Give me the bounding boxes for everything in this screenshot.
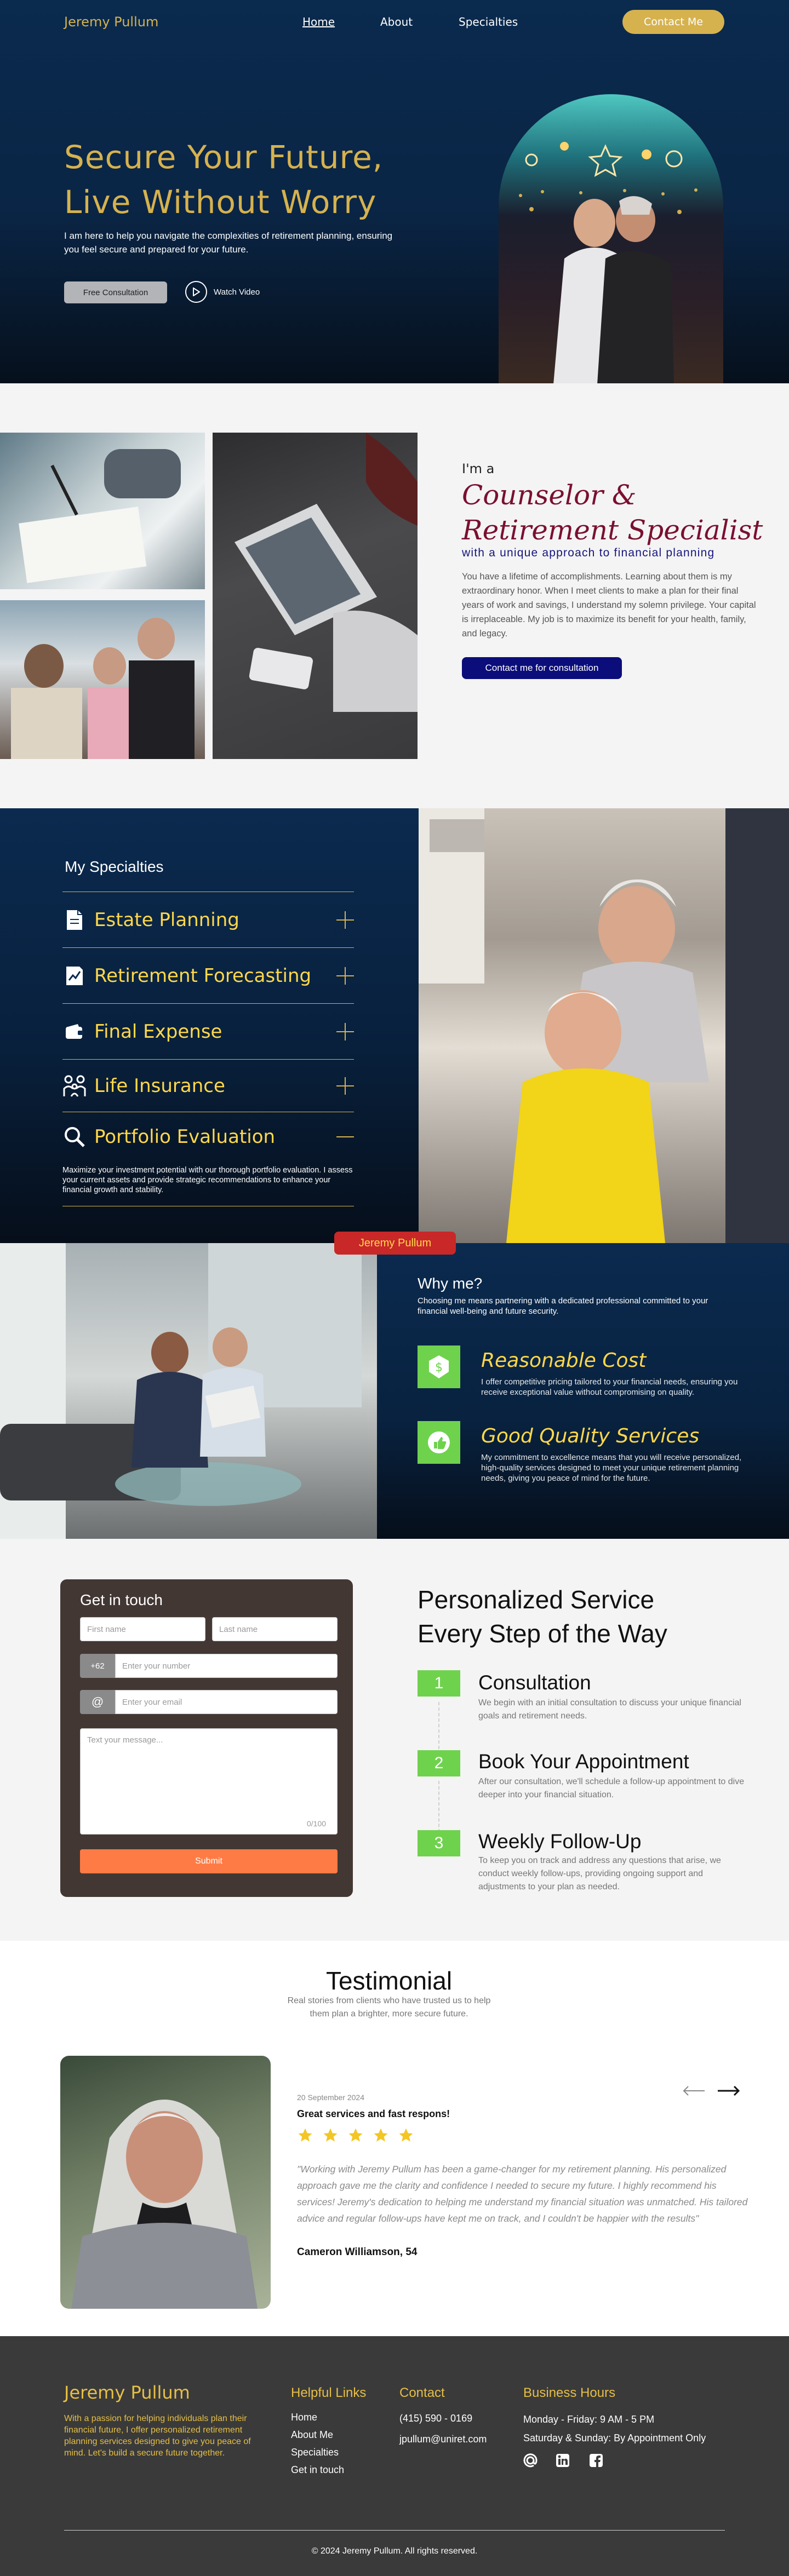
office-meeting-photo	[0, 1243, 377, 1539]
specialty-portfolio-evaluation[interactable]	[62, 1112, 354, 1161]
nav-link-about[interactable]: About	[380, 15, 413, 28]
review-date: 20 September 2024	[297, 2093, 364, 2102]
step-number: 2	[418, 1750, 460, 1776]
message-textarea[interactable]: Text your message...	[80, 1728, 338, 1835]
about-subtitle: with a unique approach to financial planning	[462, 547, 715, 559]
footer-link-get-in-touch[interactable]: Get in touch	[291, 2464, 345, 2475]
play-icon	[185, 281, 207, 303]
expand-plus-icon[interactable]	[336, 1077, 354, 1095]
step-desc: To keep you on track and address any questions that arise, we conduct weekly follow-ups, providing ongoing support and adjustments to your plan as needed.	[478, 1856, 721, 1891]
star-icon	[322, 2127, 339, 2143]
contact-heading: Get in touch	[80, 1591, 163, 1608]
star-icon	[297, 2127, 313, 2143]
nav-link-home[interactable]: Home	[302, 15, 335, 28]
senior-couple-photo	[419, 808, 789, 1243]
last-name-field[interactable]: Last name	[212, 1617, 338, 1641]
about-title-line2: Retirement Specialist	[462, 514, 763, 546]
facebook-icon[interactable]	[589, 2453, 603, 2468]
footer-email[interactable]: jpullum@uniret.com	[399, 2434, 487, 2445]
process-heading-line1: Personalized Service	[418, 1585, 655, 1614]
why-heading: Why me?	[418, 1275, 483, 1292]
name-badge: Jeremy Pullum	[334, 1232, 456, 1255]
watch-video-label: Watch Video	[214, 287, 260, 297]
review-author: Cameron Williamson, 54	[297, 2246, 418, 2258]
footer-divider	[64, 2530, 725, 2531]
next-arrow-icon[interactable]	[716, 2084, 742, 2097]
signing-document-photo	[0, 433, 205, 589]
collapse-minus-icon[interactable]	[336, 1136, 354, 1137]
specialty-retirement-forecasting[interactable]	[62, 947, 354, 1003]
expand-plus-icon[interactable]	[336, 911, 354, 929]
prev-arrow-icon[interactable]	[681, 2084, 707, 2097]
review-title: Great services and fast respons!	[297, 2108, 450, 2119]
process-heading	[418, 1583, 768, 1651]
step-number: 3	[418, 1830, 460, 1856]
step-desc: We begin with an initial consultation to discuss your unique financial goals and retirement needs.	[478, 1698, 741, 1721]
footer-phone[interactable]: (415) 590 - 0169	[399, 2413, 473, 2424]
star-icon	[373, 2127, 389, 2143]
step-number: 1	[418, 1670, 460, 1697]
document-icon	[62, 908, 87, 932]
specialty-label: Portfolio Evaluation	[94, 1125, 276, 1148]
footer-link-specialties[interactable]: Specialties	[291, 2447, 339, 2458]
hero-title-line1: Secure Your Future,	[64, 139, 384, 176]
footer-link-home[interactable]: Home	[291, 2412, 318, 2423]
step-title: Consultation	[478, 1671, 591, 1694]
star-icon	[398, 2127, 414, 2143]
about-title-line1: Counselor &	[462, 479, 637, 511]
hero-title-line2: Live Without Worry	[64, 183, 377, 221]
footer-contact-heading: Contact	[399, 2385, 445, 2400]
specialty-label: Final Expense	[94, 1020, 222, 1043]
family-icon	[62, 1074, 87, 1098]
expand-plus-icon[interactable]	[336, 967, 354, 985]
contact-me-button[interactable]: Contact Me	[622, 10, 724, 34]
why-item-title: Reasonable Cost	[481, 1349, 647, 1372]
review-quote: "Working with Jeremy Pullum has been a game-changer for my retirement planning. His personalized approach gave me the clarity and confidence I needed to secure my future. I highly recommend his services! Jeremy's dedication to helping me understand my financial situation was unmatched. His tailored advice and regular follow-ups have kept me on track, and I couldn't be happier with the results"	[297, 2164, 748, 2224]
testimonial-heading: Testimonial	[325, 1967, 453, 1995]
step-desc: After our consultation, we'll schedule a follow-up appointment to dive deeper into your financial situation.	[478, 1777, 745, 1799]
contact-consultation-button[interactable]: Contact me for consultation	[462, 657, 622, 679]
dollar-icon	[418, 1346, 460, 1388]
email-field[interactable]: Enter your email	[115, 1690, 338, 1714]
specialty-label: Retirement Forecasting	[94, 964, 312, 987]
why-item-desc: My commitment to excellence means that you will receive personalized, high-quality services designed to meet your unique retirement planning needs, giving you peace of mind for the future.	[481, 1453, 742, 1483]
watch-video-button[interactable]	[185, 281, 260, 303]
thumbs-up-icon	[418, 1421, 460, 1464]
footer-hours-weekend: Saturday & Sunday: By Appointment Only	[523, 2433, 706, 2443]
specialties-heading: My Specialties	[65, 858, 164, 875]
hero-subtitle: I am here to help you navigate the complexities of retirement planning, ensuring you feel secure and prepared for your future.	[64, 231, 393, 255]
free-consultation-button[interactable]: Free Consultation	[64, 281, 167, 303]
search-icon	[62, 1125, 87, 1149]
footer-description: With a passion for helping individuals plan their financial future, I offer personalized retirement planning services designed to give you peace of mind. Let's build a secure future together.	[64, 2414, 251, 2458]
about-eyebrow: I'm a	[462, 461, 495, 476]
about-body: You have a lifetime of accomplishments. Learning about them is my extraordinary honor. When I meet clients to make a plan for their final years of work and savings, I understand my solemn privilege. Your capital is irreplaceable. My job is to maximize its benefit for your health, family, and legacy.	[462, 572, 756, 639]
specialty-estate-planning[interactable]	[62, 892, 354, 947]
star-icon	[347, 2127, 364, 2143]
hero-section	[0, 0, 789, 383]
footer-links-heading: Helpful Links	[291, 2385, 367, 2400]
footer-logo: Jeremy Pullum	[64, 2382, 190, 2403]
meeting-couple-photo	[0, 600, 205, 759]
specialty-description: Maximize your investment potential with our thorough portfolio evaluation. I assess your current assets and provide strategic recommendations to enhance your financial growth and stability.	[62, 1166, 353, 1194]
hero-couple-photo	[499, 94, 723, 383]
threads-icon[interactable]	[523, 2453, 538, 2468]
nav-logo[interactable]: Jeremy Pullum	[64, 14, 159, 30]
email-prefix-icon: @	[80, 1690, 115, 1714]
specialty-label: Life Insurance	[94, 1074, 225, 1097]
specialty-label: Estate Planning	[94, 909, 239, 931]
laptop-meeting-photo	[213, 433, 418, 759]
footer-hours-heading: Business Hours	[523, 2385, 616, 2400]
svg-text:$: $	[435, 1361, 443, 1375]
client-photo	[60, 2056, 271, 2309]
chart-icon	[62, 964, 87, 988]
hero-title	[64, 135, 404, 225]
why-intro: Choosing me means partnering with a dedicated professional committed to your financial well-being and future security.	[418, 1296, 708, 1316]
footer-hours-weekday: Monday - Friday: 9 AM - 5 PM	[523, 2414, 655, 2425]
footer-link-about[interactable]: About Me	[291, 2429, 334, 2440]
first-name-field[interactable]: First name	[80, 1617, 205, 1641]
process-heading-line2: Every Step of the Way	[418, 1619, 667, 1648]
step-connector	[438, 1702, 439, 1755]
about-title	[462, 478, 769, 548]
step-connector	[438, 1781, 439, 1832]
wallet-icon	[62, 1020, 87, 1044]
testimonial-subtitle: Real stories from clients who have trusted us to help them plan a brighter, more secure future.	[287, 1996, 491, 2019]
submit-button[interactable]: Submit	[80, 1849, 338, 1873]
copyright: © 2024 Jeremy Pullum. All rights reserved.	[311, 2546, 478, 2556]
specialty-final-expense[interactable]	[62, 1003, 354, 1059]
step-title: Book Your Appointment	[478, 1750, 689, 1773]
expand-plus-icon[interactable]	[336, 1023, 354, 1040]
phone-field[interactable]: Enter your number	[115, 1654, 338, 1678]
linkedin-icon[interactable]	[556, 2453, 570, 2468]
nav-link-specialties[interactable]: Specialties	[459, 15, 518, 28]
phone-prefix[interactable]: +62	[80, 1654, 115, 1678]
specialty-life-insurance[interactable]	[62, 1059, 354, 1112]
step-title: Weekly Follow-Up	[478, 1830, 642, 1853]
char-counter: 0/100	[307, 1819, 327, 1828]
why-item-desc: I offer competitive pricing tailored to your financial needs, ensuring you receive exceptional value without compromising on quality.	[481, 1377, 738, 1397]
why-item-title: Good Quality Services	[481, 1425, 700, 1447]
star-rating	[297, 2127, 414, 2143]
